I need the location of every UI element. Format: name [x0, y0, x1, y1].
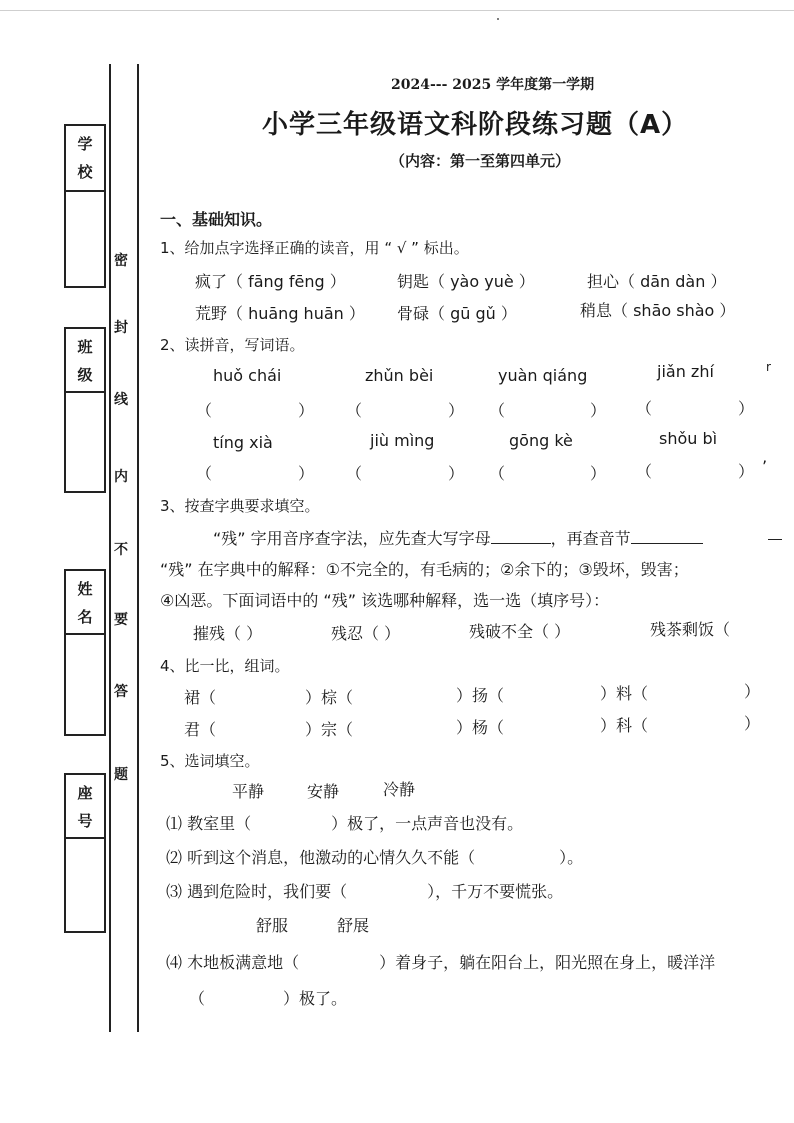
q3-text: ，再查音节 [550, 529, 631, 548]
binding-line-right [137, 64, 139, 1032]
field-divider [66, 633, 104, 635]
page-title: 小学三年级语文科阶段练习题（A） [262, 110, 689, 140]
answer-close-paren: ） [298, 464, 315, 483]
sentence-text: ⑵ 听到这个消息，他激动的心情久久不能（ [166, 848, 476, 867]
q4-item[interactable]: 君（ [184, 720, 217, 739]
pinyin: tíng xià [213, 433, 273, 452]
answer-open-paren[interactable]: （ [196, 464, 213, 483]
q4-item[interactable]: ）棕（ [305, 688, 354, 707]
q3-item[interactable]: 残茶剩饭（ [650, 620, 731, 639]
seal-char: 题 [114, 767, 128, 783]
field-divider [66, 190, 104, 192]
q4-item[interactable]: ）料（ [600, 684, 649, 703]
answer-close-paren: ） [448, 464, 465, 483]
pinyin: jiǎn zhí [657, 362, 714, 381]
sentence-text: ）。 [559, 848, 584, 867]
answer-open-paren[interactable]: （ [489, 464, 506, 483]
class-field[interactable] [64, 327, 106, 493]
syllable-blank[interactable] [631, 529, 703, 544]
page-subtitle: （内容：第一至第四单元） [390, 152, 571, 170]
q4-item[interactable]: 裙（ [184, 688, 217, 707]
word-choice: 平静 [232, 782, 265, 801]
word-choice: 冷静 [383, 780, 416, 799]
sentence-text: ⑷ 木地板满意地（ [166, 953, 300, 972]
answer-close-paren: ） [448, 401, 465, 420]
seal-char: 不 [114, 542, 128, 558]
pinyin: gōng kè [509, 431, 573, 450]
answer-close-paren: ） [590, 464, 607, 483]
name-field[interactable] [64, 569, 106, 736]
word-choice: 舒服 [256, 916, 289, 935]
q3-text: “残” 字用音序查字法，应先查大写字母 [213, 529, 491, 548]
word-choice: 舒展 [337, 916, 370, 935]
sentence-text: ⑴ 教室里（ [166, 814, 252, 833]
q1-item[interactable]: 疯了（ fāng fēng ） [195, 272, 346, 291]
school-field[interactable] [64, 124, 106, 288]
pinyin: jiù mìng [370, 431, 435, 450]
answer-close-paren: ） [738, 399, 755, 418]
q2-prompt: 2、读拼音，写词语。 [160, 336, 305, 354]
school-term: 2024--- 2025 学年度第一学期 [391, 77, 595, 93]
sentence-text: ⑶ 遇到危险时，我们要（ [166, 882, 348, 901]
seal-char: 要 [114, 612, 128, 628]
q3-prompt: 3、按查字典要求填空。 [160, 497, 320, 515]
school-label-1: 学 [77, 135, 93, 153]
q1-item[interactable]: 稍息（ shāo shào ） [580, 301, 736, 320]
binding-line-left [109, 64, 111, 1032]
q3-line1 [213, 526, 703, 549]
q4-item[interactable]: ）宗（ [305, 720, 354, 739]
q5-sentence-3 [166, 879, 563, 902]
scan-top-edge [0, 10, 794, 11]
seat-label-2: 号 [77, 812, 93, 830]
q1-item[interactable]: 荒野（ huāng huān ） [195, 304, 365, 323]
q3-item[interactable]: 残忍（ ） [331, 624, 401, 643]
seal-char: 答 [114, 684, 128, 700]
sentence-text: ），千万不要慌张。 [427, 882, 564, 901]
class-label-2: 级 [77, 366, 93, 384]
answer-open-paren[interactable]: （ [346, 401, 363, 420]
q4-prompt: 4、比一比，组词。 [160, 657, 290, 675]
q5-sentence-4-cont [189, 986, 347, 1009]
stray-mark: ’ [762, 457, 768, 476]
pinyin: shǒu bì [659, 429, 718, 448]
class-label-1: 班 [77, 338, 93, 356]
field-divider [66, 837, 104, 839]
q5-sentence-2 [166, 845, 583, 868]
answer-open-paren[interactable]: （ [346, 464, 363, 483]
pinyin: zhǔn bèi [365, 366, 434, 385]
name-label-2: 名 [77, 608, 93, 626]
q3-item[interactable]: 摧残（ ） [193, 624, 263, 643]
answer-close-paren: ） [298, 401, 315, 420]
answer-open-paren[interactable]: （ [489, 401, 506, 420]
seal-char: 密 [114, 253, 128, 269]
field-divider [66, 391, 104, 393]
word-choice: 安静 [307, 782, 340, 801]
pinyin: huǒ chái [213, 366, 282, 385]
sentence-text: （ [189, 989, 206, 1008]
q3-definitions: “残” 在字典中的解释：①不完全的，有毛病的；②余下的；③毁坏，毁害； [160, 560, 689, 579]
stray-mark: r [766, 360, 771, 374]
sentence-text: ）极了。 [283, 989, 348, 1008]
answer-open-paren[interactable]: （ [636, 399, 653, 418]
name-label-1: 姓 [77, 580, 93, 598]
school-label-2: 校 [77, 163, 93, 181]
pinyin: yuàn qiáng [498, 366, 588, 385]
answer-close-paren: ） [590, 401, 607, 420]
q1-prompt: 1、给加点字选择正确的读音，用 “ √ ” 标出。 [160, 239, 469, 257]
q3-item[interactable]: 残破不全（ ） [469, 622, 571, 641]
seal-char: 内 [114, 469, 128, 485]
q4-close: ） [744, 714, 761, 733]
answer-close-paren: ） [738, 462, 755, 481]
q3-instruction: ④凶恶。下面词语中的 “残” 该选哪种解释，选一选（填序号）： [160, 591, 610, 610]
blank-continuation [768, 539, 782, 540]
q4-item[interactable]: ）科（ [600, 716, 649, 735]
q1-item[interactable]: 担心（ dān dàn ） [587, 272, 727, 291]
seat-label-1: 座 [77, 784, 93, 802]
seal-char: 线 [114, 392, 128, 408]
answer-open-paren[interactable]: （ [196, 401, 213, 420]
q5-sentence-1 [166, 811, 523, 834]
sentence-text: ）着身子，躺在阳台上，阳光照在身上，暖洋洋 [379, 953, 716, 972]
scan-speck [497, 18, 499, 20]
q5-sentence-4 [166, 950, 782, 973]
answer-open-paren[interactable]: （ [636, 462, 653, 481]
section-title: 一、基础知识。 [160, 210, 273, 229]
seat-field[interactable] [64, 773, 106, 933]
q5-prompt: 5、选词填空。 [160, 752, 260, 770]
q1-item[interactable]: 钥匙（ yào yuè ） [397, 272, 535, 291]
q4-item[interactable]: ）杨（ [456, 718, 505, 737]
seal-char: 封 [114, 320, 128, 336]
q1-item[interactable]: 骨碌（ gū gǔ ） [397, 304, 517, 323]
letter-blank[interactable] [491, 529, 551, 544]
sentence-text: ）极了，一点声音也没有。 [331, 814, 524, 833]
q4-close: ） [744, 682, 761, 701]
q4-item[interactable]: ）扬（ [456, 686, 505, 705]
